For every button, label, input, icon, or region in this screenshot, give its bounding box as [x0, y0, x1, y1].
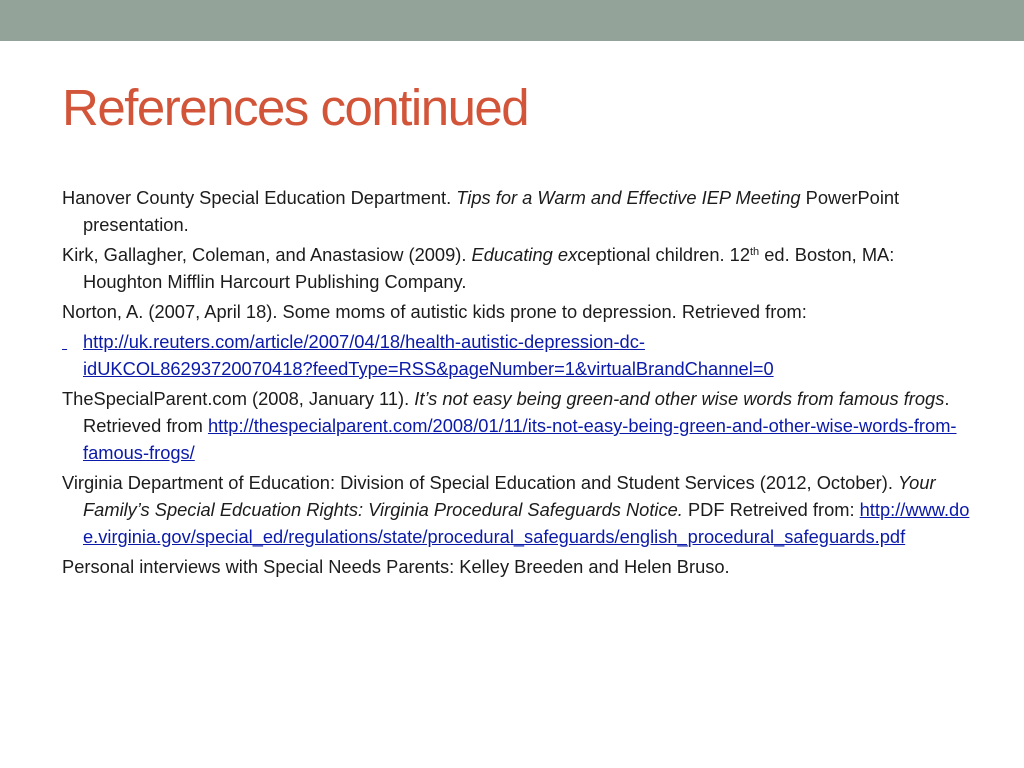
reference-specialparent — [62, 385, 974, 466]
reference-text: Kirk, Gallagher, Coleman, and Anastasiow (2009). — [62, 244, 472, 265]
reference-hanover — [62, 184, 974, 238]
header-band — [0, 0, 1024, 41]
reference-text: Virginia Department of Education: Division of Special Education and Student Services (2012, October). — [62, 472, 898, 493]
reference-text: . Retrieved from — [83, 388, 950, 436]
reuters-link[interactable]: http://uk.reuters.com/article/2007/04/18/health-autistic-depression-dc- idUKCOL86293720070418?feedType=RSS&pageNumber=1&virtualBrandChannel=0 — [83, 331, 774, 379]
reference-virginia-doe — [62, 469, 974, 550]
reference-kirk — [62, 241, 974, 295]
virginia-doe-link[interactable]: http://www.doe.virginia.gov/special_ed/regulations/state/procedural_safeguards/english_procedural_safeguards.pdf — [83, 499, 970, 547]
reference-title: Tips for a Warm and Effective IEP Meeting — [456, 187, 801, 208]
references-list — [62, 184, 974, 583]
url-indent — [62, 328, 83, 355]
reference-title: Your Family’s Special Edcuation Rights: Virginia Procedural Safeguards Notice. — [83, 472, 936, 520]
reference-interviews — [62, 553, 974, 580]
specialparent-link[interactable]: http://thespecialparent.com/2008/01/11/its-not-easy-being-green-and-other-wise-words-from-famous-frogs/ — [83, 415, 957, 463]
reference-title: Educating ex — [471, 244, 578, 265]
reference-text: PowerPoint presentation. — [83, 187, 900, 235]
reference-text: Hanover County Special Education Department. — [62, 187, 457, 208]
reference-text: ceptional children. 12 — [577, 244, 750, 265]
reference-text: Norton, A. (2007, April 18). Some moms of autistic kids prone to depression. Retrieved from: — [62, 301, 807, 322]
reference-text: ed. Boston, MA: Houghton Mifflin Harcourt Publishing Company. — [83, 244, 895, 292]
ordinal-suffix: th — [750, 246, 760, 258]
reference-text: PDF Retreived from: — [682, 499, 860, 520]
slide-title: References continued — [62, 79, 529, 136]
reference-norton-url — [62, 328, 974, 382]
reference-title: It’s not easy being green-and other wise words from famous frogs — [414, 388, 945, 409]
reference-text: TheSpecialParent.com (2008, January 11). — [62, 388, 415, 409]
reference-text: Personal interviews with Special Needs Parents: Kelley Breeden and Helen Bruso. — [62, 556, 730, 577]
reference-norton — [62, 298, 974, 325]
